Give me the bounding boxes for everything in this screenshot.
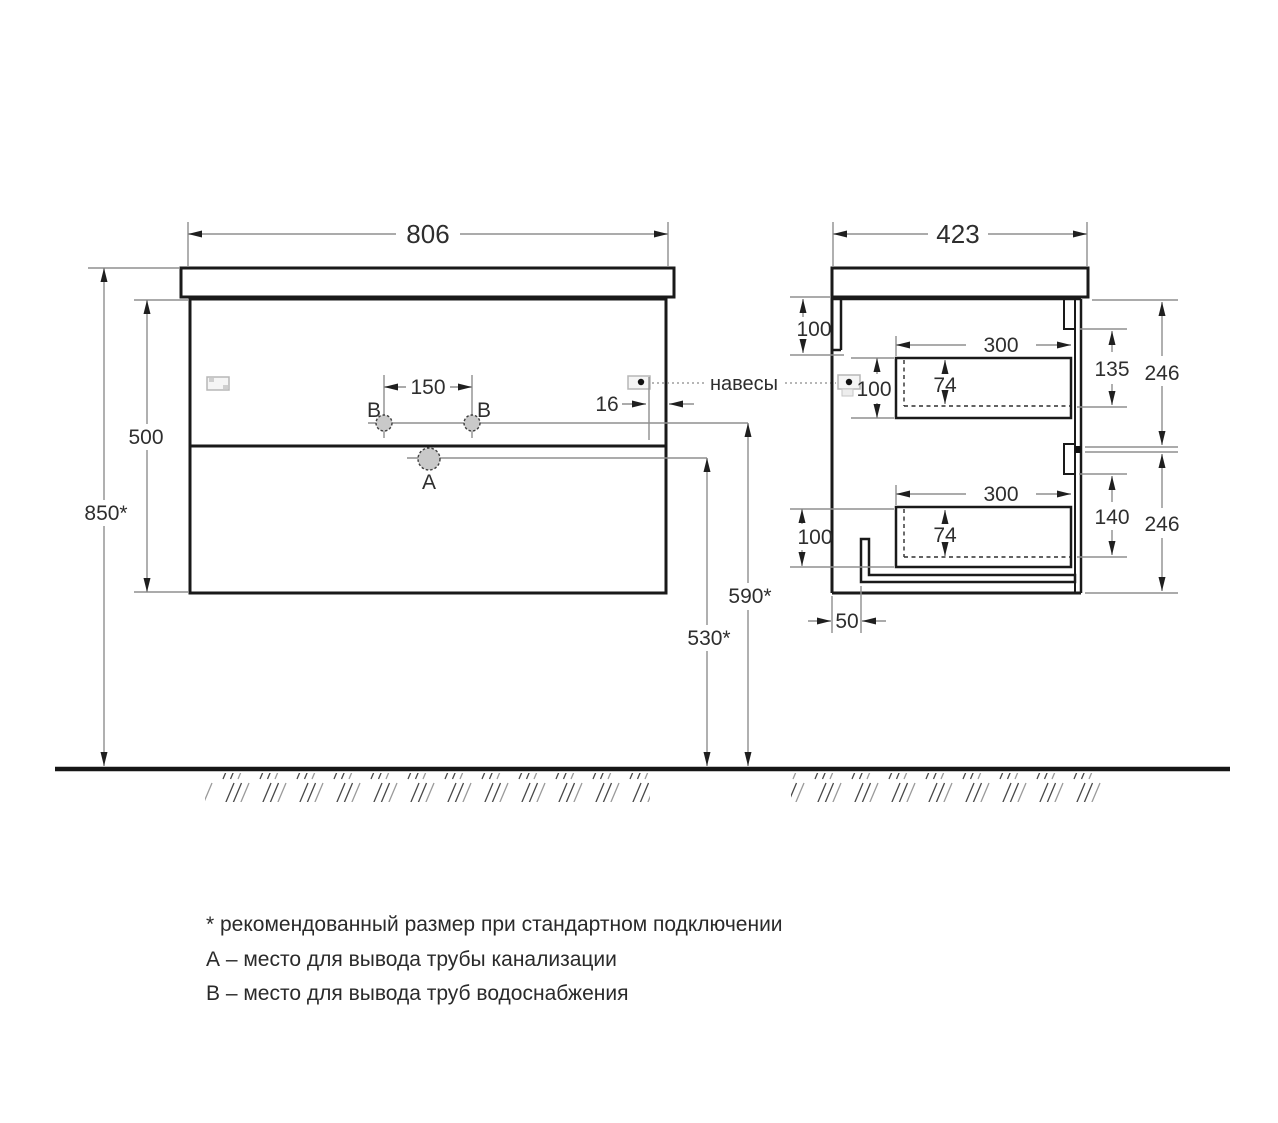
dim-bottom-drawer-depth: 74 [933,524,957,547]
hanger-icon-left [207,377,229,390]
dim-mounting-height: 850* [84,502,128,525]
dim-water-supply-height: 590* [728,585,772,608]
label-hole-a: A [421,471,437,494]
label-hole-b-right: B [476,399,492,422]
dim-bottom-rail-offset: 140 [1094,506,1130,529]
floor-hatch-left [205,773,650,802]
hangers-label: навесы [709,373,779,395]
dim-top-drawer-height: 100 [856,378,892,401]
side-view [790,219,1180,633]
hangers-callout [652,373,836,395]
note-hole-b: В – место для вывода труб водоснабжения [206,982,629,1005]
front-countertop [181,268,674,297]
dim-bottom-drawer-width: 300 [983,483,1019,506]
hanger-icon-right [628,376,650,389]
note-hole-a: А – место для вывода трубы канализации [206,948,617,971]
bottom-drawer [896,507,1071,567]
footnotes [206,913,783,1005]
label-hole-b-left: B [366,399,382,422]
hole-a [418,448,440,470]
dim-cabinet-height: 500 [128,426,164,449]
top-drawer [896,358,1071,418]
dim-holes-spacing: 150 [410,376,446,399]
dim-siphon-offset: 50 [835,610,859,633]
dim-front-width: 806 [406,219,450,249]
dim-top-section-height: 246 [1144,362,1180,385]
note-recommended-size: * рекомендованный размер при стандартном подключении [206,913,783,936]
dim-drain-height: 530* [687,627,731,650]
dim-top-rail-offset: 135 [1094,358,1130,381]
dim-top-drawer-width: 300 [983,334,1019,357]
side-countertop [832,268,1088,297]
front-view [84,219,748,766]
dim-side-depth: 423 [936,219,980,249]
dim-bottom-section-height: 246 [1144,513,1180,536]
dim-apron-height: 100 [796,318,832,341]
dim-bottom-drawer-height: 100 [797,526,833,549]
floor-hatch-right [791,773,1101,802]
dim-hanger-offset: 16 [595,393,619,416]
floor-line [55,769,1230,802]
dim-top-drawer-depth: 74 [933,374,957,397]
